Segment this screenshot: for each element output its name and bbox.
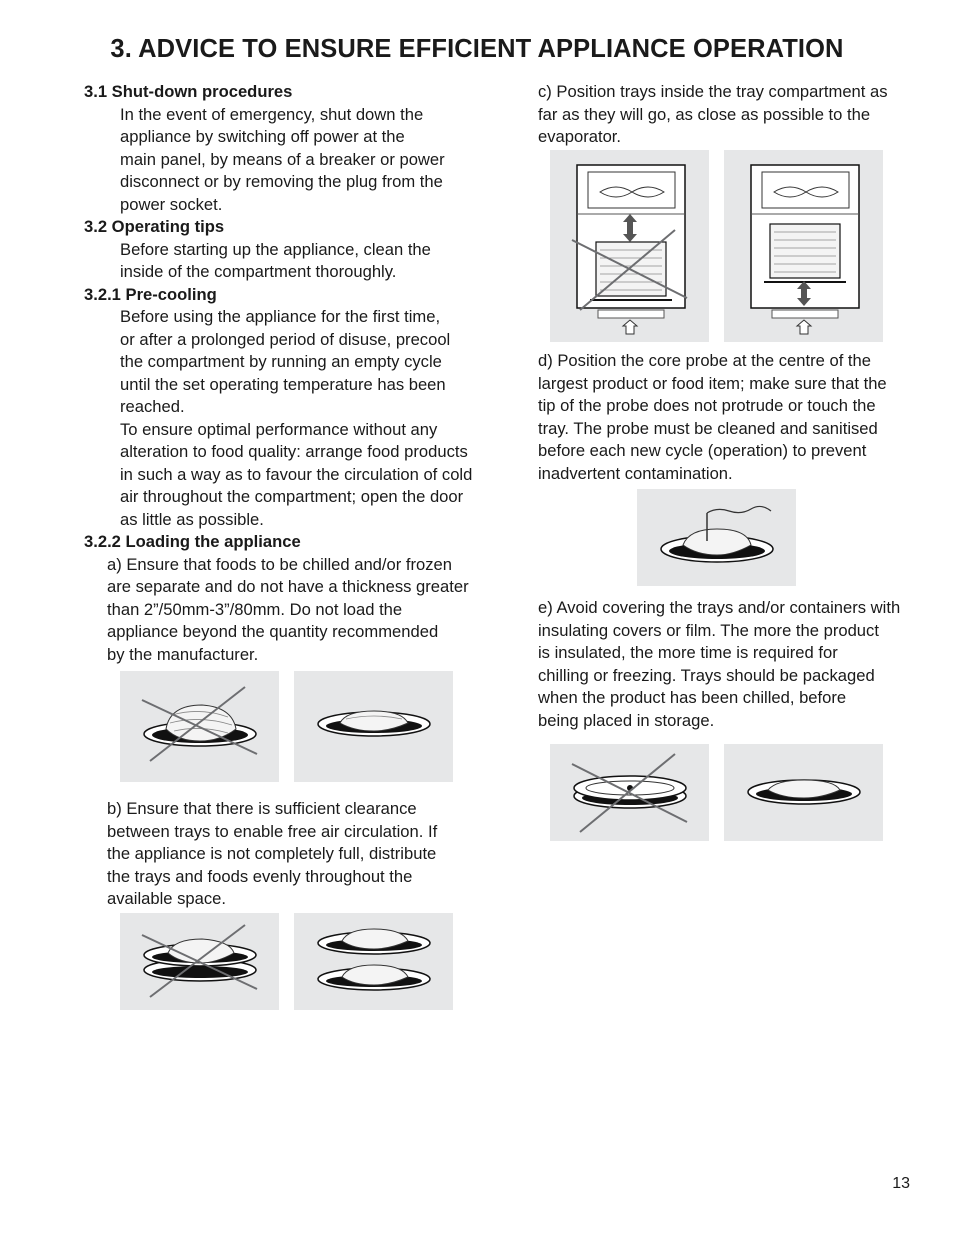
item-d-block [538, 350, 933, 485]
figure-d-probe [637, 489, 796, 586]
section-3-2-1-heading: 3.2.1 Pre-cooling [84, 284, 217, 304]
text-line: power socket. [120, 194, 223, 214]
text-line: when the product has been chilled, before [538, 688, 847, 707]
figure-a-right [294, 671, 453, 782]
figure-b-right [294, 913, 453, 1010]
text-line: is insulated, the more time is required for [538, 643, 838, 662]
text-line: chilling or freezing. Trays should be packaged [538, 665, 875, 685]
text-line: before each new cycle (operation) to prevent [538, 441, 867, 460]
text-line: tip of the probe does not protrude or touch the [538, 396, 876, 415]
figure-e-wrong [550, 744, 709, 841]
page-title: 3. ADVICE TO ENSURE EFFICIENT APPLIANCE OPERATION [110, 35, 844, 63]
text-line: the trays and foods evenly throughout the [107, 866, 413, 886]
text-line: being placed in storage. [538, 710, 715, 730]
text-line: the appliance is not completely full, distribute [107, 844, 437, 863]
figure-b-wrong [120, 913, 279, 1010]
text-line: To ensure optimal performance without any [120, 419, 438, 439]
text-line: Before using the appliance for the first time, [120, 307, 441, 326]
text-line: are separate and do not have a thickness greater [107, 577, 469, 596]
section-3-1-body [84, 104, 514, 217]
item-d-text [538, 350, 933, 485]
text-line: b) Ensure that there is sufficient clearance [107, 799, 417, 818]
item-b-text [84, 798, 514, 911]
text-line: Before starting up the appliance, clean the [120, 239, 431, 259]
item-b-block [84, 798, 514, 911]
text-line: c) Position trays inside the tray compartment as [538, 82, 888, 101]
figure-a-wrong [120, 671, 279, 782]
item-c-block [538, 81, 933, 149]
text-line: the compartment by running an empty cycle [120, 352, 442, 371]
section-3-2-2-heading: 3.2.2 Loading the appliance [84, 532, 301, 551]
text-line: between trays to enable free air circulation. If [107, 821, 438, 841]
figure-c-right [724, 150, 883, 342]
text-line: in such a way as to favour the circulation of cold [120, 464, 473, 484]
text-line: inside of the compartment thoroughly. [120, 262, 397, 281]
item-e-block [538, 597, 933, 732]
text-line: or after a prolonged period of disuse, precool [120, 329, 451, 349]
figure-e-right [724, 744, 883, 841]
item-c-text [538, 81, 933, 149]
text-line: until the set operating temperature has been [120, 374, 446, 394]
text-line: than 2”/50mm-3”/80mm. Do not load the [107, 599, 403, 619]
figure-c-wrong [550, 150, 709, 342]
text-line: by the manufacturer. [107, 644, 259, 664]
text-line: disconnect or by removing the plug from the [120, 172, 443, 191]
text-line: largest product or food item; make sure that the [538, 373, 887, 393]
text-line: far as they will go, as close as possible to the [538, 104, 871, 124]
text-line: In the event of emergency, shut down the [120, 104, 424, 124]
item-e-text [538, 597, 933, 732]
text-line: appliance beyond the quantity recommended [107, 622, 439, 641]
text-line: appliance by switching off power at the [120, 127, 405, 146]
text-line: alteration to food quality: arrange food products [120, 442, 468, 461]
section-3-1-heading: 3.1 Shut-down procedures [84, 82, 293, 101]
item-a-text [84, 554, 514, 667]
text-line: tray. The probe must be cleaned and sanitised [538, 418, 878, 438]
text-line: main panel, by means of a breaker or power [120, 149, 445, 169]
left-column [84, 81, 514, 666]
text-line: available space. [107, 889, 227, 908]
text-line: d) Position the core probe at the centre of the [538, 351, 872, 370]
section-3-2-heading: 3.2 Operating tips [84, 217, 225, 236]
section-3-2-body [84, 239, 514, 284]
text-line: e) Avoid covering the trays and/or containers with [538, 598, 901, 617]
text-line: reached. [120, 397, 185, 416]
text-line: insulating covers or film. The more the product [538, 620, 879, 640]
section-3-2-1-body [84, 306, 514, 531]
text-line: inadvertent contamination. [538, 463, 733, 483]
page-number: 13 [892, 1175, 910, 1192]
text-line: as little as possible. [120, 509, 264, 529]
text-line: evaporator. [538, 127, 622, 146]
text-line: air throughout the compartment; open the door [120, 487, 464, 506]
text-line: a) Ensure that foods to be chilled and/or frozen [107, 554, 452, 574]
